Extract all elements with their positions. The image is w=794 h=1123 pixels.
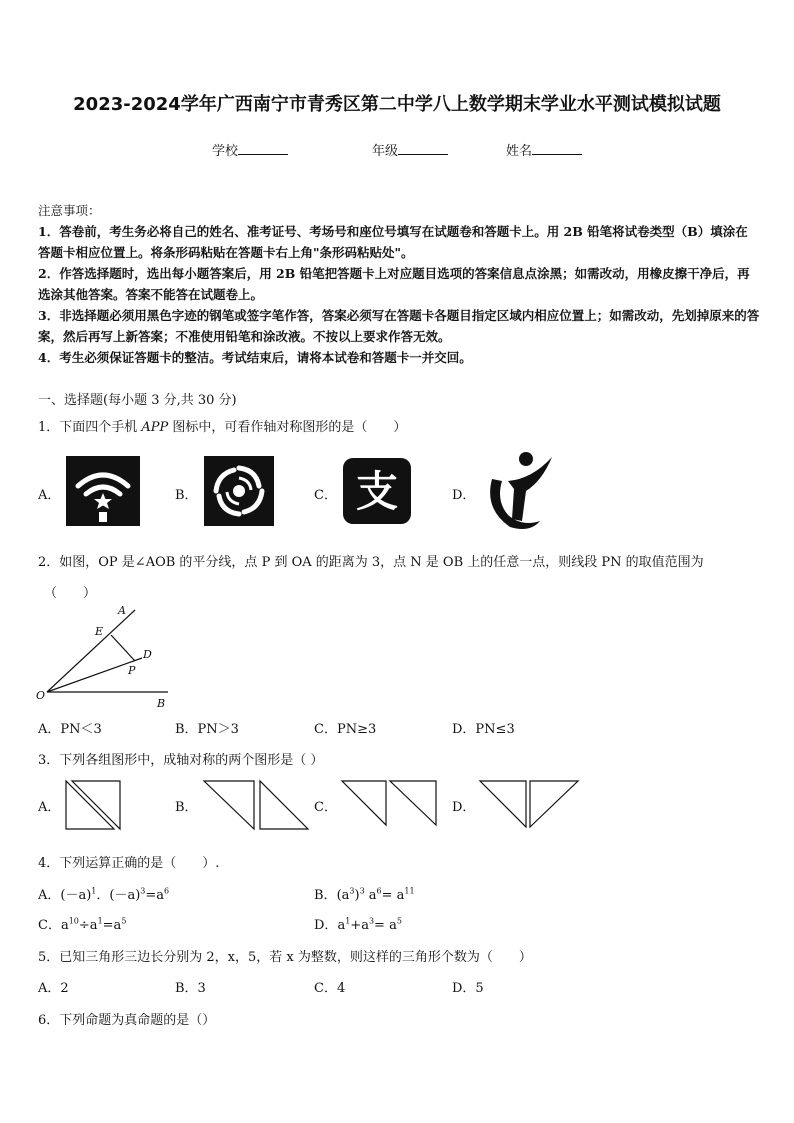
- q4-a-e3: 6: [164, 886, 170, 896]
- q4-b-t4: = a: [381, 888, 405, 903]
- q5-option-d[interactable]: D．5: [452, 981, 484, 996]
- q3-option-d-figure[interactable]: [478, 779, 582, 831]
- note-item-3: 3．非选择题必须用黑色字迹的钢笔或签字笔作答，答案必须写在答题卡各题目指定区域内相应位置上；如需改动，先划掉原来的答案，然后再写上新答案；不准使用铅笔和涂改液。不按以上要求作答无效。: [38, 308, 760, 344]
- q4-a-e1: 1: [91, 886, 97, 896]
- q2-option-b[interactable]: B．PN＞3: [175, 722, 239, 737]
- q4-c-t2: ÷a: [78, 918, 98, 933]
- notes-block: [38, 200, 760, 368]
- note-item-2: 2．作答选择题时，选出每小题答案后，用 2B 铅笔把答题卡上对应题目选项的答案信息点涂黑；如需改动，用橡皮擦干净后，再选涂其他答案。答案不能答在试题卷上。: [38, 266, 750, 302]
- q3-option-d-label: D．: [452, 800, 476, 815]
- q4-option-d[interactable]: [314, 914, 402, 933]
- question-1-stem: [38, 416, 406, 435]
- q4-a-e2: 3: [140, 886, 146, 896]
- q3-option-c-figure[interactable]: [340, 779, 440, 831]
- alipay-icon[interactable]: [343, 458, 411, 524]
- q4-d-label: D．: [314, 918, 338, 933]
- swirl-icon[interactable]: [204, 456, 274, 526]
- q4-b-e2: 3: [359, 886, 365, 896]
- q2-option-c[interactable]: C．PN≥3: [314, 722, 377, 737]
- q4-b-label: B．: [314, 888, 337, 903]
- label-a: A: [118, 604, 126, 617]
- q1-option-b-label: B．: [175, 488, 198, 503]
- q4-a-label: A．: [38, 888, 61, 903]
- q4-a-t3: =a: [145, 888, 165, 903]
- grade-blank[interactable]: [398, 142, 448, 155]
- q4-a-t1: (－a): [60, 888, 92, 903]
- school-blank[interactable]: [238, 142, 288, 155]
- question-5-stem: 5．已知三角形三边长分别为 2，x，5，若 x 为整数，则这样的三角形个数为（ ）: [38, 950, 532, 965]
- q1-stem-post: 图标中，可看作轴对称图形的是（ ）: [168, 420, 407, 435]
- label-b: B: [157, 697, 166, 710]
- name-field: [506, 140, 582, 159]
- wifi-star-icon[interactable]: [66, 456, 140, 526]
- q1-option-c-label: C．: [314, 488, 337, 503]
- person-icon[interactable]: [482, 451, 558, 533]
- q5-option-c[interactable]: C．4: [314, 981, 346, 996]
- question-2-stem: 2．如图，OP 是∠AOB 的平分线，点 P 到 OA 的距离为 3，点 N 是 OB 上的任意一点，则线段 PN 的取值范围为: [38, 555, 704, 570]
- label-o: O: [36, 689, 46, 702]
- q4-b-t2: ): [354, 888, 360, 903]
- note-item-4: 4．考生必须保证答题卡的整洁。考试结束后，请将本试卷和答题卡一并交回。: [38, 350, 472, 365]
- q2-option-d[interactable]: D．PN≤3: [452, 722, 515, 737]
- label-e: E: [95, 625, 104, 638]
- q4-b-e1: 3: [349, 886, 355, 896]
- label-p: P: [128, 664, 136, 677]
- q4-d-t3: = a: [374, 918, 397, 933]
- note-item-1: 1．答卷前，考生务必将自己的姓名、准考证号、考场号和座位号填写在试题卷和答题卡上。用 2B 铅笔将试卷类型（B）填涂在答题卡相应位置上。将条形码粘贴在答题卡右上角"条形码粘贴处"。: [38, 224, 748, 260]
- q2-angle-figure: [32, 600, 182, 715]
- q1-option-a-label: A．: [38, 488, 61, 503]
- q3-option-b-figure[interactable]: [202, 779, 312, 831]
- label-d: D: [143, 648, 152, 661]
- q5-option-b[interactable]: B．3: [175, 981, 206, 996]
- q3-option-c-label: C．: [314, 800, 337, 815]
- q4-b-t1: (a: [336, 888, 350, 903]
- q1-stem-pre: 1．下面四个手机: [38, 420, 142, 435]
- alipay-char: 支: [355, 467, 399, 516]
- name-label: 姓名: [506, 144, 533, 159]
- grade-label: 年级: [372, 144, 399, 159]
- q4-c-e2: 1: [97, 916, 103, 926]
- notes-heading: 注意事项：: [38, 203, 101, 218]
- q4-c-e3: 5: [121, 916, 127, 926]
- q4-b-t3: a: [364, 888, 377, 903]
- name-blank[interactable]: [532, 142, 582, 155]
- school-label: 学校: [212, 144, 239, 159]
- question-3-stem: 3．下列各组图形中，成轴对称的两个图形是（ ）: [38, 753, 324, 768]
- q1-option-d-label: D．: [452, 488, 476, 503]
- q4-d-e2: 3: [368, 916, 375, 926]
- q4-a-t2: ．(－a): [96, 888, 141, 903]
- q4-option-b[interactable]: [314, 884, 415, 903]
- question-4-stem: 4．下列运算正确的是（ ）.: [38, 856, 220, 871]
- q1-stem-app: APP: [141, 420, 169, 435]
- q4-d-e3: 5: [396, 916, 402, 926]
- q2-option-a[interactable]: A．PN＜3: [38, 722, 102, 737]
- section-heading: 一、选择题(每小题 3 分,共 30 分): [38, 393, 237, 408]
- q4-c-t3: =a: [102, 918, 122, 933]
- q3-option-b-label: B．: [175, 800, 198, 815]
- q4-d-t2: +a: [350, 918, 369, 933]
- q4-c-e1: 10: [68, 916, 79, 926]
- q4-d-e1: 1: [345, 916, 351, 926]
- grade-field: [372, 140, 448, 159]
- q4-d-t1: a: [337, 918, 346, 933]
- q2-paren: （ ）: [44, 586, 97, 601]
- q3-option-a-figure[interactable]: [64, 779, 124, 831]
- question-6-stem: 6．下列命题为真命题的是（）: [38, 1013, 216, 1028]
- q4-c-label: C．: [38, 918, 61, 933]
- page-title: 2023-2024学年广西南宁市青秀区第二中学八上数学期末学业水平测试模拟试题: [73, 94, 721, 115]
- school-field: [212, 140, 288, 159]
- q4-c-t1: a: [60, 918, 69, 933]
- q4-option-a[interactable]: [38, 884, 169, 903]
- q4-b-e3: 6: [376, 886, 382, 896]
- q4-option-c[interactable]: [38, 914, 126, 933]
- q4-b-e4: 11: [404, 886, 415, 896]
- q5-option-a[interactable]: A．2: [38, 981, 69, 996]
- q3-option-a-label: A．: [38, 800, 61, 815]
